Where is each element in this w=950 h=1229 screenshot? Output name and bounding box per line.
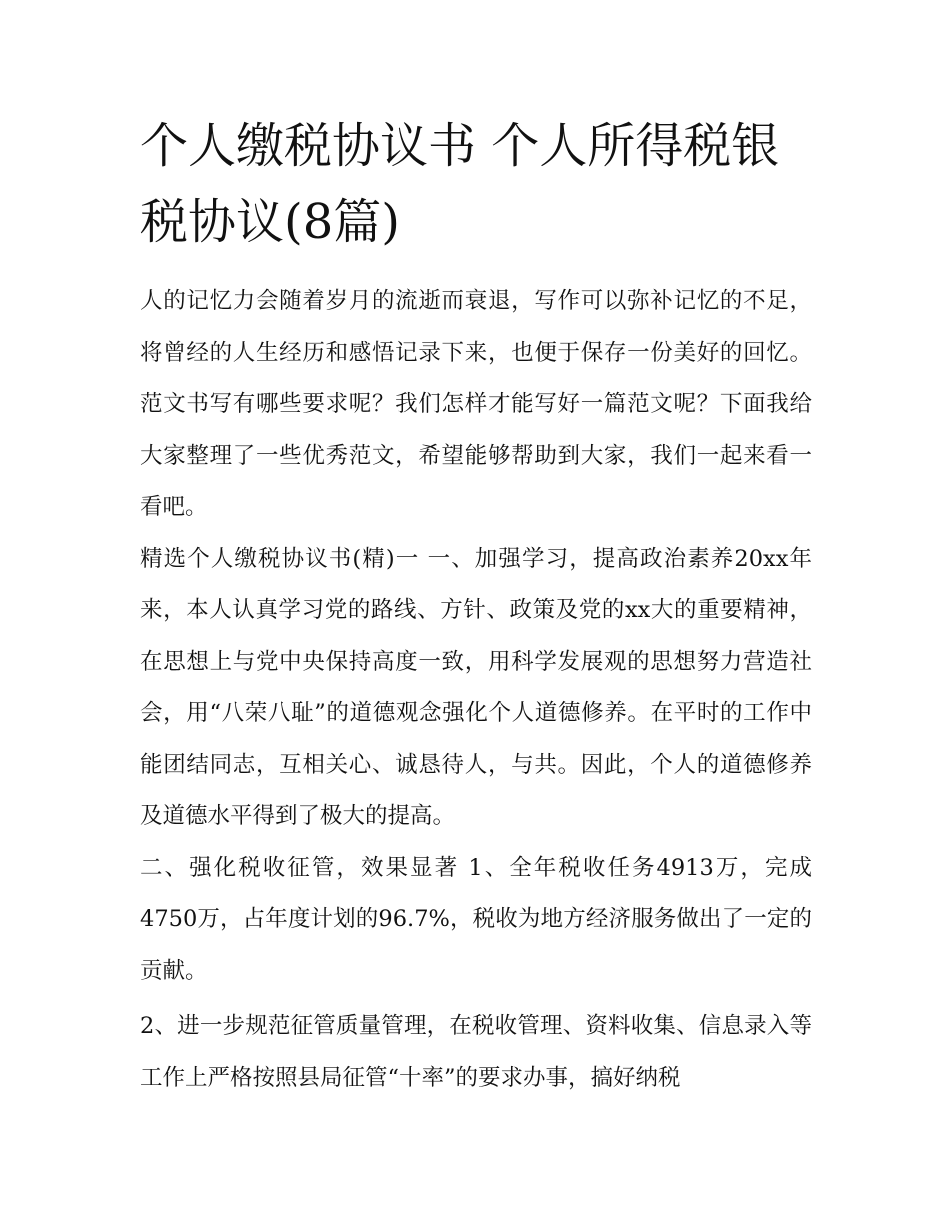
section-one-paragraph: 精选个人缴税协议书(精)一 一、加强学习，提高政治素养20xx年来，本人认真学习党的路线、方针、政策及党的xx大的重要精神，在思想上与党中央保持高度一致，用科学发展观的思想努力营造社会，用“八荣八耻”的道德观念强化个人道德修养。在平时的工作中能团结同志，互相关心、诚恳待人，与共。因此，个人的道德修养及道德水平得到了极大的提高。 [140, 545, 812, 829]
intro-paragraph: 人的记忆力会随着岁月的流逝而衰退，写作可以弥补记忆的不足，将曾经的人生经历和感悟记录下来，也便于保存一份美好的回忆。范文书写有哪些要求呢？我们怎样才能写好一篇范文呢？下面我给大家整理了一些优秀范文，希望能够帮助到大家，我们一起来看一看吧。 [140, 288, 812, 520]
section-two-item-paragraph: 2、进一步规范征管质量管理，在税收管理、资料收集、信息录入等工作上严格按照县局征管“十率”的要求办事，搞好纳税 [140, 1013, 812, 1091]
section-two-paragraph: 二、强化税收征管，效果显著 1、全年税收任务4913万，完成4750万，占年度计划的96.7%，税收为地方经济服务做出了一定的贡献。 [140, 854, 812, 984]
document-title: 个人缴税协议书 个人所得税银税协议(8篇) [140, 118, 780, 250]
document-body [140, 108, 812, 1104]
